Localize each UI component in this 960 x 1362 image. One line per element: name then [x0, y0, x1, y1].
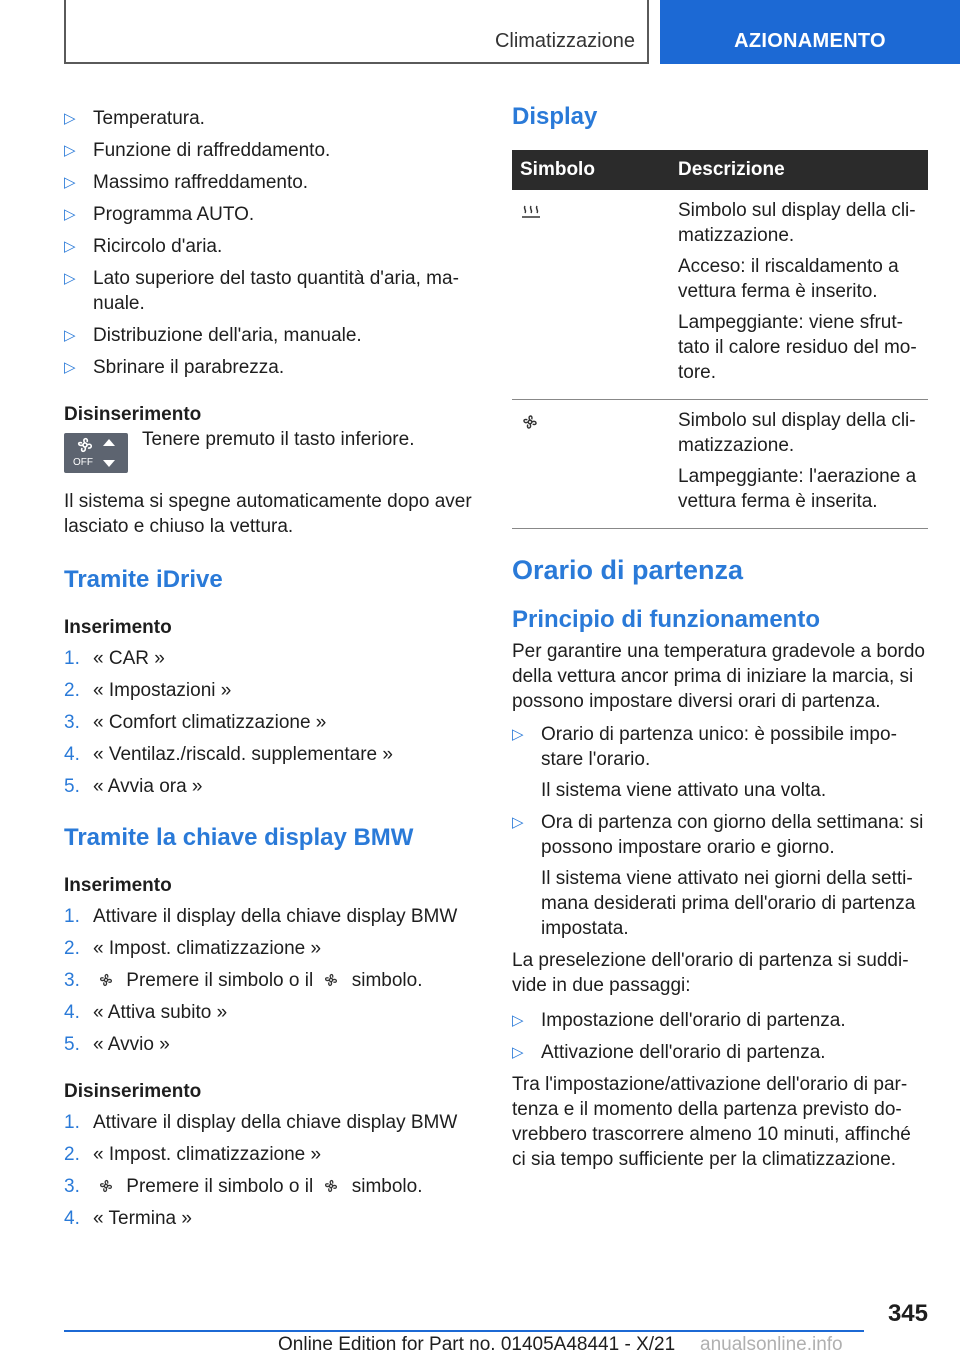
key-off-heading: Disinserimento: [64, 1081, 202, 1102]
list-item: ▷ Sbrinare il parabrezza.: [64, 357, 285, 378]
left-column: [64, 100, 476, 1238]
list-item: ▷ Programma AUTO.: [64, 204, 255, 225]
heat-icon: [520, 202, 542, 222]
heat-fan-icon: [322, 1177, 340, 1195]
key-off-steps: [64, 1110, 476, 1231]
footer-edition: Online Edition for Part no. 01405A48441 - X/21: [278, 1334, 676, 1355]
fan-icon: [97, 971, 115, 989]
list-item: ▷ Orario di partenza unico: è possibile impo‐ stare l'orario. Il sistema viene attivato una volta.: [512, 724, 897, 801]
list-item: 5. « Avvia ora »: [64, 776, 203, 797]
auto-off-text: Il sistema si spegne automaticamente dopo aver lasciato e chiuso la vettura.: [64, 491, 472, 537]
departure-options: [512, 722, 928, 941]
key-heading: Tramite la chiave display BMW: [64, 824, 414, 851]
fan-icon: [97, 1177, 115, 1195]
list-item: ▷ Temperatura.: [64, 108, 205, 129]
list-item: ▷ Distribuzione dell'aria, manuale.: [64, 325, 362, 346]
triangle-icon: ▷: [512, 1012, 524, 1029]
triangle-icon: ▷: [512, 1044, 524, 1061]
list-item: 2. « Impostazioni »: [64, 680, 232, 701]
footer-watermark: anualsonline.info: [700, 1334, 843, 1355]
heat-fan-icon: [322, 971, 340, 989]
list-item: 1. Attivare il display della chiave display BMW: [64, 1112, 458, 1133]
triangle-icon: ▷: [512, 726, 524, 743]
header-section-title: Climatizzazione: [494, 30, 635, 52]
display-heading: Display: [512, 103, 598, 130]
list-item: 1. Attivare il display della chiave display BMW: [64, 906, 458, 927]
list-item: ▷ Massimo raffreddamento.: [64, 172, 309, 193]
preselect-steps: [512, 1008, 928, 1065]
display-symbols-table: [512, 150, 928, 529]
key-on-heading: Inserimento: [64, 875, 172, 896]
header-section-box: [64, 0, 649, 64]
list-item: 4. « Ventilaz./riscald. supplementare »: [64, 744, 393, 765]
list-item: 4. « Termina »: [64, 1208, 192, 1229]
principle-heading: Principio di funzionamento: [512, 606, 820, 633]
idrive-sub-heading: Inserimento: [64, 617, 172, 638]
disinserimento-heading: Disinserimento: [64, 404, 202, 425]
triangle-icon: ▷: [64, 142, 76, 159]
list-item: 3. Premere il simbolo o il simbolo.: [64, 970, 423, 991]
key-on-steps: [64, 904, 476, 1057]
table-row: Simbolo sul display della cli‐ matizzazione. Lampeggiante: l'aerazione a vettura ferma è inserita.: [512, 400, 928, 529]
triangle-icon: ▷: [64, 110, 76, 127]
idrive-heading: Tramite iDrive: [64, 566, 223, 593]
header-chapter-title: AZIONAMENTO: [734, 30, 886, 52]
triangle-icon: ▷: [64, 327, 76, 344]
list-item: 3. Premere il simbolo o il simbolo.: [64, 1176, 423, 1197]
page-number: 345: [887, 1300, 928, 1327]
list-item: 1. « CAR »: [64, 648, 165, 669]
triangle-icon: ▷: [512, 814, 524, 831]
off-instruction: [64, 429, 476, 477]
list-item: ▷ Funzione di raffreddamento.: [64, 140, 331, 161]
table-header: Simbolo: [512, 150, 670, 190]
triangle-icon: ▷: [64, 359, 76, 376]
list-item: 4. « Attiva subito »: [64, 1002, 228, 1023]
triangle-icon: ▷: [64, 238, 76, 255]
right-column: [512, 100, 928, 1172]
control-bullets: [64, 106, 476, 380]
final-text: Tra l'impostazione/attivazione dell'orario di par‐ tenza e il momento della partenza previsto do‐ vrebbero trascorrere almeno 10 minuti, affinché ci sia tempo sufficiente per la climatizzazione.: [512, 1074, 911, 1170]
triangle-icon: ▷: [64, 206, 76, 223]
departure-heading: Orario di partenza: [512, 555, 744, 585]
list-item: ▷ Ricircolo d'aria.: [64, 236, 223, 257]
footer-divider: [64, 1330, 864, 1332]
preselect-text: La preselezione dell'orario di partenza si suddi‐ vide in due passaggi:: [512, 950, 909, 996]
fan-icon: [520, 412, 540, 432]
svg-text:OFF: OFF: [73, 457, 93, 468]
table-row: Simbolo sul display della cli‐ matizzazione. Acceso: il riscaldamento a vettura ferma è inserito. Lampeggiante: viene sfrut‐ tato il calore residuo del mo‐ tore.: [512, 190, 928, 400]
list-item: 5. « Avvio »: [64, 1034, 170, 1055]
principle-text: Per garantire una temperatura gradevole a bordo della vettura ancor prima di iniziare la marcia, si possono impostare diversi orari di partenza.: [512, 641, 925, 712]
triangle-icon: ▷: [64, 174, 76, 191]
list-item: ▷ Attivazione dell'orario di partenza.: [512, 1042, 826, 1063]
triangle-icon: ▷: [64, 270, 76, 287]
idrive-steps: [64, 646, 476, 799]
fan-off-button-image: [64, 433, 128, 473]
list-item: ▷ Impostazione dell'orario di partenza.: [512, 1010, 846, 1031]
header-chapter-box: [660, 0, 960, 64]
list-item: 2. « Impost. climatizzazione »: [64, 938, 322, 959]
off-instruction-text: Tenere premuto il tasto inferiore.: [142, 429, 415, 450]
list-item: 3. « Comfort climatizzazione »: [64, 712, 327, 733]
list-item: 2. « Impost. climatizzazione »: [64, 1144, 322, 1165]
list-item: ▷ Ora di partenza con giorno della settimana: si possono impostare orario e giorno. Il sistema viene attivato nei giorni della setti‐ mana desiderati prima dell'orario di partenza impostata.: [512, 812, 924, 939]
table-header: Descrizione: [670, 150, 928, 190]
list-item: ▷ Lato superiore del tasto quantità d'aria, ma‐ nuale.: [64, 268, 459, 314]
